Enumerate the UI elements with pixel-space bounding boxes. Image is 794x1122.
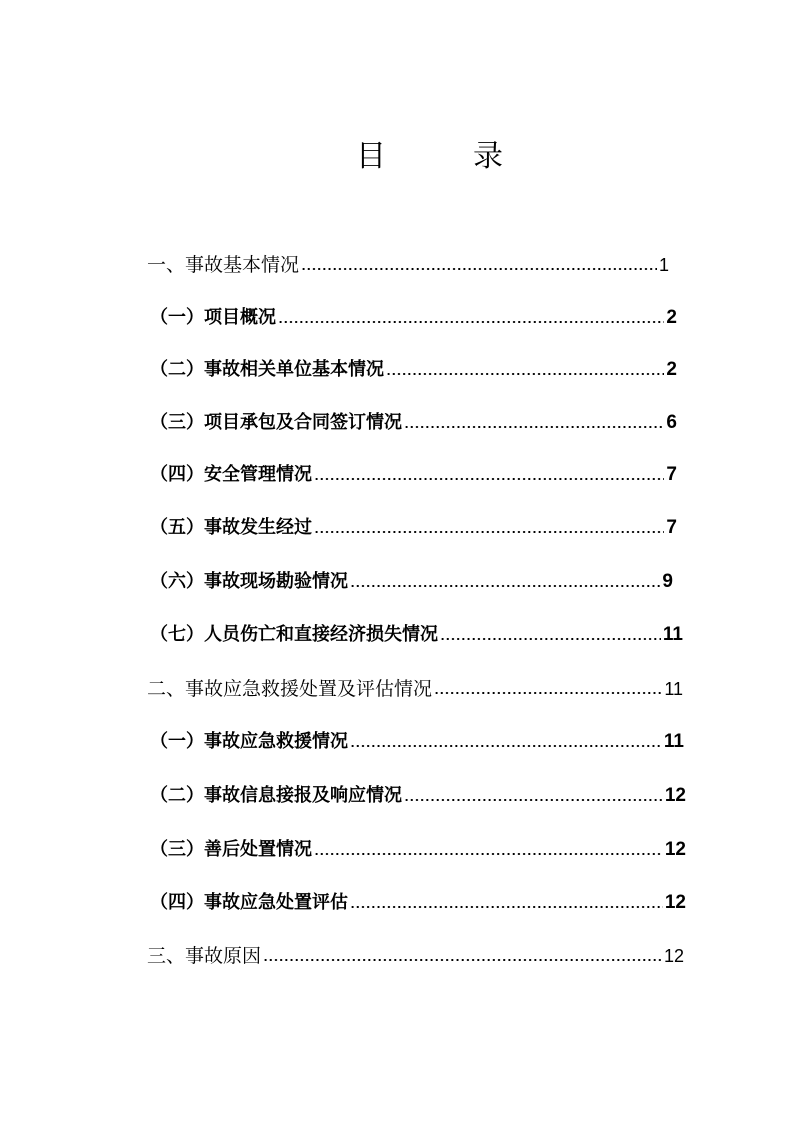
title-char-1: 目: [356, 139, 386, 174]
toc-dot-leader: [350, 888, 663, 918]
toc-entry-1[interactable]: [147, 250, 669, 280]
toc-dot-leader: [404, 408, 664, 438]
toc-entry-page: 11: [664, 679, 683, 699]
toc-entry-page: 11: [662, 624, 683, 645]
toc-dot-leader: [278, 303, 664, 333]
toc-dot-leader: [301, 250, 657, 280]
toc-dot-leader: [404, 781, 663, 811]
toc-entry-page: 2: [666, 307, 677, 328]
toc-dot-leader: [386, 355, 664, 385]
toc-entry-label: （三）项目承包及合同签订情况: [150, 412, 402, 433]
toc-entry-label: （二）事故信息接报及响应情况: [150, 785, 402, 806]
toc-entry-label: （一）项目概况: [150, 307, 276, 328]
toc-dot-leader: [314, 460, 664, 490]
toc-dot-leader: [314, 835, 663, 865]
toc-entry-page: 6: [666, 412, 677, 433]
toc-dot-leader: [350, 727, 662, 757]
toc-entry-label: 三、事故原因: [147, 945, 262, 967]
toc-entry-label: 一、事故基本情况: [147, 254, 300, 276]
toc-entry-1-5[interactable]: [150, 513, 677, 543]
toc-entry-1-1[interactable]: [150, 303, 677, 333]
toc-entry-1-6[interactable]: [150, 567, 673, 597]
toc-entry-1-2[interactable]: [150, 355, 677, 385]
toc-entry-label: 二、事故应急救援处置及评估情况: [147, 678, 433, 700]
toc-entry-page: 11: [663, 731, 684, 752]
toc-entry-2-1[interactable]: [150, 727, 684, 757]
toc-dot-leader: [314, 513, 664, 543]
toc-entry-page: 12: [663, 946, 684, 966]
toc-entry-label: （三）善后处置情况: [150, 839, 312, 860]
toc-dot-leader: [440, 620, 661, 650]
toc-entry-page: 12: [664, 892, 686, 913]
toc-entry-label: （六）事故现场勘验情况: [150, 571, 348, 592]
toc-entry-label: （二）事故相关单位基本情况: [150, 359, 384, 380]
toc-entry-label: （七）人员伤亡和直接经济损失情况: [150, 624, 438, 645]
toc-entry-page: 12: [664, 839, 686, 860]
toc-entry-label: （五）事故发生经过: [150, 517, 312, 538]
toc-dot-leader: [434, 674, 662, 704]
toc-entry-1-3[interactable]: [150, 408, 677, 438]
toc-entry-2-2[interactable]: [150, 781, 686, 811]
toc-entry-page: 9: [662, 571, 673, 592]
toc-entry-label: （四）安全管理情况: [150, 464, 312, 485]
toc-entry-2-3[interactable]: [150, 835, 686, 865]
toc-entry-1-7[interactable]: [150, 620, 683, 650]
toc-dot-leader: [263, 941, 662, 971]
toc-entry-page: 7: [666, 464, 677, 485]
toc-dot-leader: [350, 567, 660, 597]
toc-entry-page: 12: [664, 785, 686, 806]
toc-entry-1-4[interactable]: [150, 460, 677, 490]
toc-entry-2-4[interactable]: [150, 888, 686, 918]
toc-entry-page: 2: [666, 359, 677, 380]
toc-entry-label: （四）事故应急处置评估: [150, 892, 348, 913]
toc-entry-label: （一）事故应急救援情况: [150, 731, 348, 752]
toc-entry-page: 7: [666, 517, 677, 538]
toc-entry-2[interactable]: [147, 674, 683, 704]
toc-entry-3[interactable]: [147, 941, 684, 971]
toc-entry-page: 1: [658, 255, 669, 275]
title-char-2: 录: [473, 139, 503, 174]
